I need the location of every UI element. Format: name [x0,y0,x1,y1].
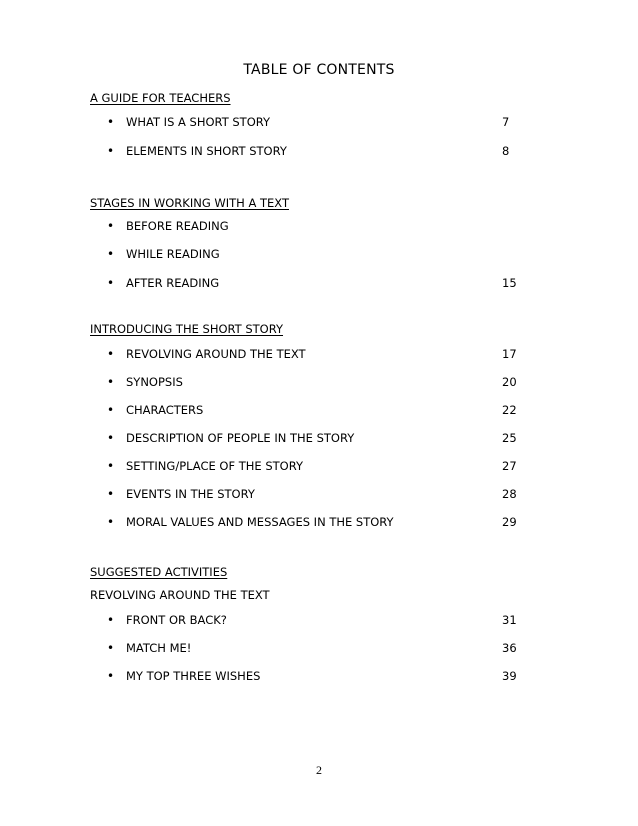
section-heading-guide: A GUIDE FOR TEACHERS [90,91,231,105]
page-number: 2 [316,763,322,777]
toc-item-label: ELEMENTS IN SHORT STORY [126,144,287,158]
bullet-icon: • [107,487,115,501]
toc-item-page: 8 [502,144,510,158]
bullet-icon: • [107,669,115,683]
toc-item-label: EVENTS IN THE STORY [126,487,255,501]
toc-item [90,403,520,421]
toc-item [90,276,520,294]
toc-item-label: BEFORE READING [126,219,229,233]
toc-item-page: 15 [502,276,517,290]
toc-item-label: WHAT IS A SHORT STORY [126,115,271,129]
bullet-icon: • [107,613,115,627]
toc-item-label: CHARACTERS [126,403,204,417]
section-heading-activities: SUGGESTED ACTIVITIES [90,565,228,579]
toc-item [90,431,520,449]
bullet-icon: • [107,459,115,473]
toc-item-page: 22 [502,403,517,417]
toc-item [90,613,520,631]
toc-item [90,375,520,393]
bullet-icon: • [107,403,115,417]
toc-item-label: FRONT OR BACK? [126,613,227,627]
toc-item-page: 20 [502,375,517,389]
toc-item-page: 31 [502,613,517,627]
toc-item-page: 27 [502,459,517,473]
toc-item [90,641,520,659]
section-heading-stages: STAGES IN WORKING WITH A TEXT [90,196,289,210]
bullet-icon: • [107,431,115,445]
toc-item [90,247,520,265]
toc-item-label: MY TOP THREE WISHES [126,669,261,683]
bullet-icon: • [107,515,115,529]
toc-item [90,144,520,162]
toc-item-page: 25 [502,431,517,445]
toc-item [90,669,520,687]
toc-item-label: SYNOPSIS [126,375,183,389]
toc-item-label: SETTING/PLACE OF THE STORY [126,459,303,473]
toc-item [90,115,520,133]
bullet-icon: • [107,276,115,290]
toc-item-page: 29 [502,515,517,529]
toc-item [90,219,520,237]
bullet-icon: • [107,219,115,233]
bullet-icon: • [107,375,115,389]
bullet-icon: • [107,115,115,129]
bullet-icon: • [107,247,115,261]
toc-item-page: 17 [502,347,517,361]
toc-item-page: 39 [502,669,517,683]
page-title: TABLE OF CONTENTS [243,62,395,78]
toc-item-page: 28 [502,487,517,501]
toc-item [90,459,520,477]
toc-item-page: 7 [502,115,510,129]
section-subheading: REVOLVING AROUND THE TEXT [90,588,270,602]
toc-item-label: MORAL VALUES AND MESSAGES IN THE STORY [126,515,394,529]
toc-item-label: AFTER READING [126,276,220,290]
toc-item [90,487,520,505]
toc-item-label: WHILE READING [126,247,220,261]
toc-item-page: 36 [502,641,517,655]
bullet-icon: • [107,144,115,158]
toc-item [90,347,520,365]
toc-item-label: DESCRIPTION OF PEOPLE IN THE STORY [126,431,355,445]
bullet-icon: • [107,641,115,655]
bullet-icon: • [107,347,115,361]
toc-item-label: MATCH ME! [126,641,192,655]
toc-item-label: REVOLVING AROUND THE TEXT [126,347,306,361]
section-heading-intro: INTRODUCING THE SHORT STORY [90,322,284,336]
toc-item [90,515,520,533]
